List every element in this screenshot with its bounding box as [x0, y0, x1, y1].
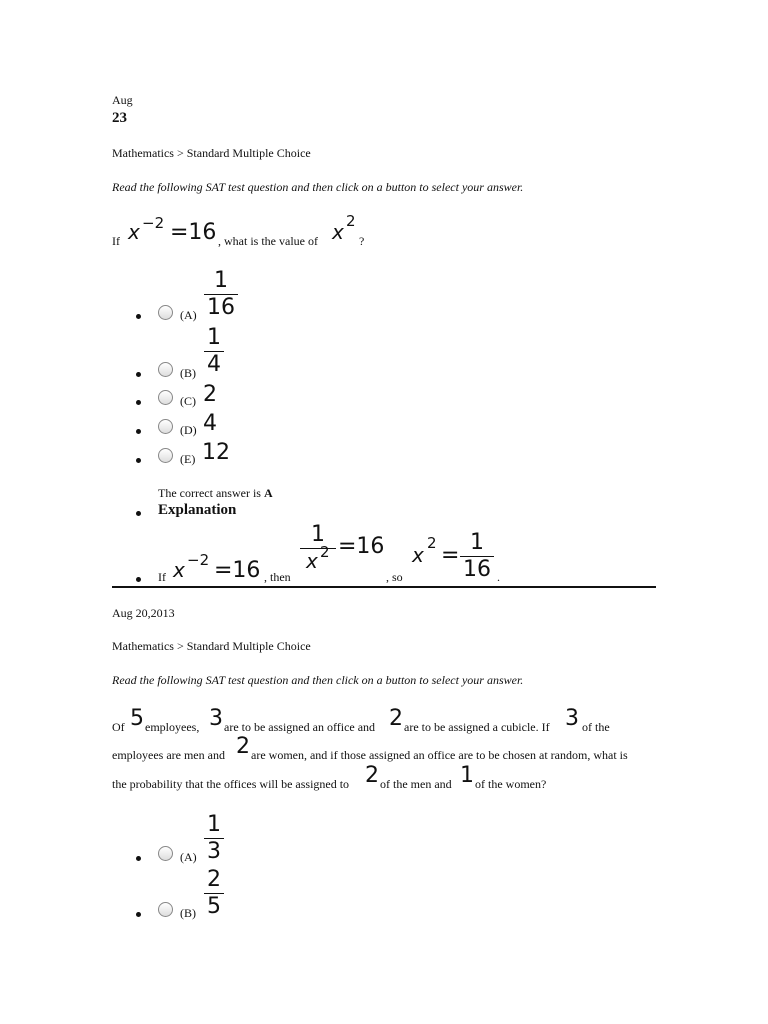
bullet [136, 372, 141, 377]
option-a-fraction [204, 814, 224, 863]
bullet [136, 577, 141, 582]
q2-t1: employees, [145, 720, 200, 734]
bullet [136, 511, 141, 516]
option-b-radio[interactable] [158, 362, 173, 377]
exp-res-den: 16 [463, 557, 491, 582]
q2-n2c: 2 [365, 763, 379, 788]
option-c-radio[interactable] [158, 390, 173, 405]
exp-x2: x [412, 543, 424, 567]
entry-date: Aug 20,2013 [112, 606, 175, 620]
exp-end: . [497, 570, 500, 584]
q2-t4: of the [582, 720, 610, 734]
q2-n1: 1 [460, 763, 474, 788]
q2-n2b: 2 [236, 734, 250, 759]
q2-t7: the probability that the offices will be assigned to [112, 777, 350, 791]
q2-t6: are women, and if those assigned an office are to be chosen at random, what is [251, 748, 628, 762]
option-e-label: (E) [180, 452, 196, 466]
instructions-text: Read the following SAT test question and then click on a button to select your answer. [112, 673, 524, 687]
option-a-den: 16 [207, 295, 235, 320]
q1-exp: −2 [142, 214, 165, 232]
bullet [136, 429, 141, 434]
q1-mid: , what is the value of [218, 234, 318, 248]
option-d-value: 4 [203, 411, 217, 436]
option-c-value: 2 [203, 382, 217, 407]
exp-frac-eq16: =16 [338, 534, 385, 559]
exp-if: If [158, 570, 166, 584]
exp-frac-den-x: x [306, 549, 318, 573]
instructions-text: Read the following SAT test question and then click on a button to select your answer. [112, 180, 524, 194]
correct-answer-prefix: The correct answer is [158, 486, 261, 500]
q2-of: Of [112, 720, 125, 734]
correct-answer [158, 486, 273, 501]
exp-then: , then [264, 570, 291, 584]
bullet [136, 912, 141, 917]
exp-exp: −2 [187, 551, 210, 569]
exp-result-fraction [460, 532, 494, 581]
option-b-label: (B) [180, 906, 196, 920]
category-breadcrumb[interactable]: Mathematics > Standard Multiple Choice [112, 146, 311, 160]
bullet [136, 856, 141, 861]
q1-end: ? [359, 234, 365, 248]
option-a-num: 1 [214, 268, 228, 293]
exp-x2-eq: = [441, 543, 460, 568]
exp-res-num: 1 [470, 530, 484, 555]
exp-frac-den-exp: 2 [320, 543, 330, 561]
entry-month: Aug [112, 93, 133, 107]
option-b-den: 4 [207, 352, 221, 377]
option-a-label: (A) [180, 850, 197, 864]
bullet [136, 458, 141, 463]
option-a-num: 1 [207, 812, 221, 837]
option-b-den: 5 [207, 894, 221, 919]
option-a-den: 3 [207, 839, 221, 864]
option-c-label: (C) [180, 394, 196, 408]
option-d-label: (D) [180, 423, 197, 437]
exp-fraction [300, 524, 336, 573]
q1-eq16: =16 [170, 220, 217, 245]
option-e-radio[interactable] [158, 448, 173, 463]
exp-eq16: =16 [214, 558, 261, 583]
correct-answer-letter: A [263, 486, 273, 500]
option-b-num: 1 [207, 325, 221, 350]
q2-n3a: 3 [209, 706, 223, 731]
entry-divider [112, 586, 656, 588]
q2-t5: employees are men and [112, 748, 225, 762]
option-e-value: 12 [202, 440, 230, 465]
bullet [136, 314, 141, 319]
exp-frac-num: 1 [311, 522, 325, 547]
option-b-fraction [204, 327, 224, 376]
exp-x2-exp: 2 [427, 534, 437, 552]
explanation-heading[interactable]: Explanation [158, 502, 237, 518]
option-a-radio[interactable] [158, 305, 173, 320]
bullet [136, 400, 141, 405]
option-b-label: (B) [180, 366, 196, 380]
option-d-radio[interactable] [158, 419, 173, 434]
q2-n2a: 2 [389, 706, 403, 731]
q1-exp2: 2 [346, 212, 356, 230]
category-breadcrumb[interactable]: Mathematics > Standard Multiple Choice [112, 639, 311, 653]
option-b-num: 2 [207, 867, 221, 892]
exp-x: x [173, 558, 185, 582]
q2-n5: 5 [130, 706, 144, 731]
option-a-fraction [204, 270, 238, 319]
option-b-radio[interactable] [158, 902, 173, 917]
q2-n3b: 3 [565, 706, 579, 731]
option-a-label: (A) [180, 308, 197, 322]
q2-t3: are to be assigned a cubicle. If [404, 720, 550, 734]
q2-t8: of the men and [380, 777, 452, 791]
option-a-radio[interactable] [158, 846, 173, 861]
option-b-fraction [204, 869, 224, 918]
q2-t9: of the women? [475, 777, 547, 791]
q1-x: x [128, 220, 140, 244]
exp-so: , so [386, 570, 403, 584]
q1-x2: x [332, 220, 344, 244]
q2-t2: are to be assigned an office and [224, 720, 376, 734]
entry-day: 23 [112, 110, 127, 126]
q1-if: If [112, 234, 120, 248]
